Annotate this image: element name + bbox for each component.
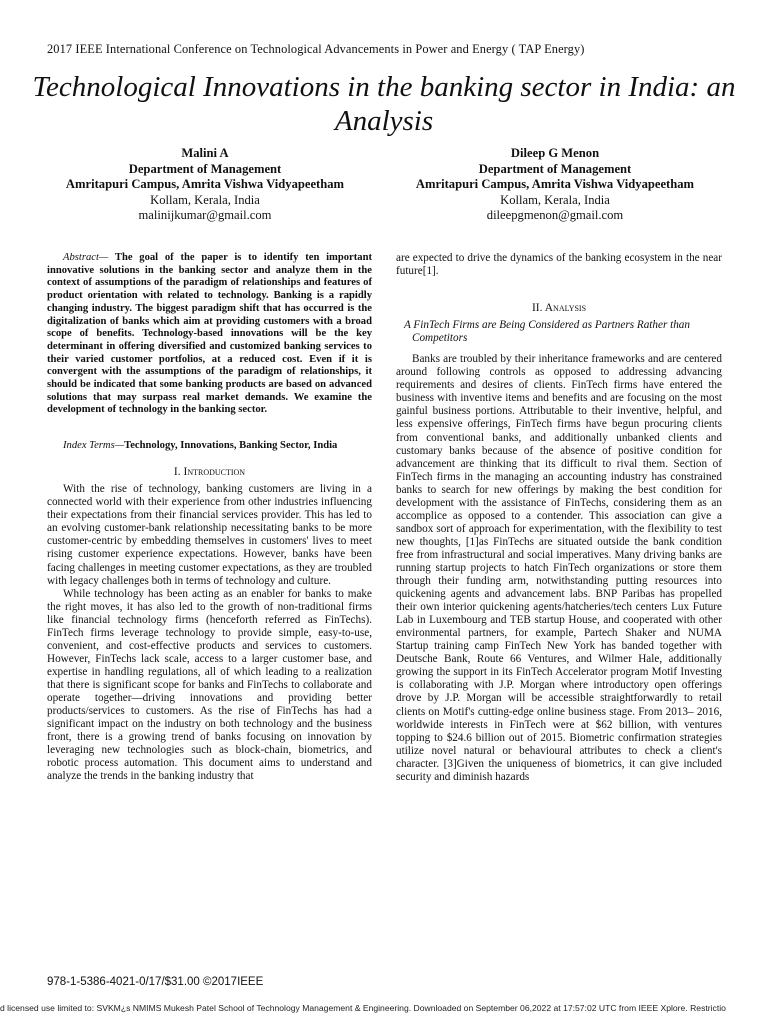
left-column [47, 252, 372, 783]
paper-title: Technological Innovations in the banking sector in India: an Analysis [32, 71, 736, 137]
section-heading-analysis: II. Analysis [531, 302, 587, 315]
author-block-2 [385, 146, 725, 224]
author-email: dileepgmenon@gmail.com [486, 208, 624, 222]
analysis-paragraph-1: Banks are troubled by their inheritance frameworks and are centered around following controls as opposed to addressing advancing requirements and desires of clients. FinTech firms have entered the business with inventive items and benefits and are focusing on the most gainful business portions. Attributable to their inventive, helpful, and less expensive offerings, FinTech firms have begun procuring clients from conventional banks, and additionally unbanked clients and customary banks because of the absence of positive condition for advancement are thinking that its difficult to rival them. Section of FinTech firms in the managing an accounting industry has constrained banks to search for new offerings by making the best condition for development with the assistance of FinTechs, considering them as an accomplice as opposed to a contender. This association can give a sandbox sort of approach for experimentation, with the flexibility to test new thoughts, [1]as FinTechs are situated outside the bank condition free from infrastructural and social imperatives. Many driving banks are running startup projects to hatch FinTech organizations or store them through their funding arm, notwithstanding putting resources into quickening agents and advancement labs. BNP Paribas has propelled their own interior quickening agents/hatcheries/tech centers Lux Future Lab in Luxembourg and TEB startup House, and cooperated with other environmental partners, for example, Partech Shaker and NUMA Startup training camp FinTech New York has banded together with Deutsche Bank, Route 66 Ventures, and Wilmer Hale, additionally growing the support in its FinTech Accelerator program Motif Investing is collaborating with J.P. Morgan where introductory open offerings drove by J.P. Morgan will be accessible straightforwardly to retail clients on Motif's cutting-edge online business stage. From 2013– 2016, worldwide interests in FinTech were at $62 billion, with ventures topping to $24.6 billion out of 2015. Biometric confirmation strategies utilize novel natural or behavioural attributes to check a client's character. [3]Given the uniqueness of biometrics, it can give included security and diminish hazards [396, 353, 722, 783]
abstract-lead: Abstract— [63, 252, 109, 263]
author-name: Dileep G Menon [510, 146, 600, 160]
right-column [396, 252, 722, 784]
author-block-1 [35, 146, 375, 224]
intro-paragraph-2: While technology has been acting as an enabler for banks to make the right moves, it has also led to the growth of non-traditional firms like financial technology firms (henceforth referred as FinTechs). FinTech firms leverage technology to provide simple, easy-to-use, convenient, and cost-effective products and services to customers. However, FinTechs lack scale, access to a larger customer base, and expertise in handling regulations, all of which leading to a realization that there is significant scope for banks and FinTechs to collaborate and operate together—driving innovations and providing better products/services to customers. As the rise of FinTechs has had a significant impact on the industry on both technology and the business front, there is a growing trend of banks focusing on innovation by leveraging new technologies such as block-chain, biometrics, and robotic process automation. This document aims to understand and analyze the trends in the banking industry that [47, 587, 372, 783]
author-campus: Amritapuri Campus, Amrita Vishwa Vidyapeetham [65, 177, 345, 191]
author-campus: Amritapuri Campus, Amrita Vishwa Vidyapeetham [415, 177, 695, 191]
author-department: Department of Management [478, 161, 632, 176]
subsection-heading: A FinTech Firms are Being Considered as Partners Rather than Competitors [404, 319, 690, 345]
abstract [47, 252, 372, 417]
index-terms [47, 439, 372, 452]
author-location: Kollam, Kerala, India [150, 192, 260, 207]
continued-paragraph: are expected to drive the dynamics of the banking ecosystem in the near future[1]. [396, 252, 722, 278]
index-terms-text: Technology, Innovations, Banking Sector, India [124, 440, 338, 452]
author-location: Kollam, Kerala, India [500, 192, 610, 207]
abstract-text: The goal of the paper is to identify ten important innovative solutions in the banking sector and analyze them in the context of assumptions of the paradigm of relationships and features of product orientation with related to technology. Banking is a rapidly changing industry. The biggest paradigm shift that has occurred is the digitalization of banks which aim at providing customers with a broad scope of benefits. Technology-based innovations will be the key determinant in offering diversified and customized banking services to their varied customer portfolios, at a reduced cost. Even if it is convergent with the assumptions of the paradigm of relationships, it should be indicated that some banking products are based on advanced solutions that may surpass real market demands. We examine the development of technology in the banking sector. [47, 252, 372, 416]
author-email: malinijkumar@gmail.com [138, 208, 272, 222]
author-department: Department of Management [128, 161, 282, 176]
author-name: Malini A [181, 146, 229, 160]
index-terms-lead: Index Terms— [63, 440, 125, 452]
section-heading-introduction: I. Introduction [173, 466, 246, 479]
intro-paragraph-1: With the rise of technology, banking customers are living in a connected world with their experience from other industries influencing their expectations from their financial services provider. This has led to an evolving customer-bank relationship necessitating banks to be more customer-centric by embedding themselves in customers' lives to meet rising customer experience expectations. However, banks have been facing challenges in meeting customer expectations, as they are troubled with legacy challenges both in terms of technology and culture. [47, 483, 372, 587]
copyright-footer: 978-1-5386-4021-0/17/$31.00 ©2017IEEE [47, 976, 264, 988]
conference-header: 2017 IEEE International Conference on Technological Advancements in Power and Energy ( TAP Energy) [47, 42, 585, 56]
download-notice: d licensed use limited to: SVKM¿s NMIMS Mukesh Patel School of Technology Management & Engineering. Downloaded on September 06,2022 at 17:57:02 UTC from IEEE Xplore. Restrictio [0, 1003, 726, 1013]
